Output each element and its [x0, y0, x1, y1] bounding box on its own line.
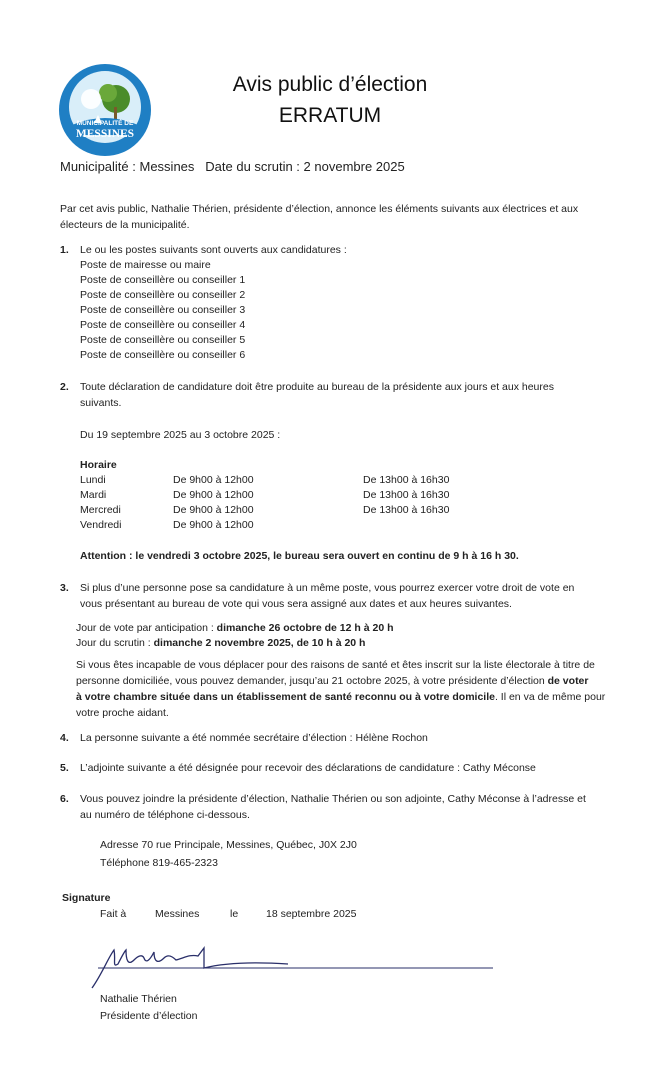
- advance-vote-value: dimanche 26 octobre de 12 h à 20 h: [216, 622, 394, 634]
- election-day-label: Jour du scrutin :: [76, 637, 154, 649]
- schedule-morning: De 9h00 à 12h00: [173, 504, 254, 516]
- signed-at-label: Fait à: [100, 908, 127, 920]
- signed-date: 18 septembre 2025: [266, 908, 357, 920]
- municipality-logo: [58, 63, 152, 157]
- schedule-afternoon: De 13h00 à 16h30: [363, 504, 450, 516]
- signature-heading: Signature: [62, 892, 111, 904]
- section-2-line-2: suivants.: [80, 397, 122, 409]
- section-5-text: L’adjointe suivante a été désignée pour recevoir des déclarations de candidature : Cathy Méconse: [80, 762, 536, 774]
- section-4-number: 4.: [60, 732, 69, 744]
- schedule-morning: De 9h00 à 12h00: [173, 519, 254, 531]
- schedule-heading: Horaire: [80, 459, 117, 471]
- list-item: Poste de mairesse ou maire: [80, 259, 211, 271]
- section-6-number: 6.: [60, 793, 69, 805]
- signatory-name: Nathalie Thérien: [100, 993, 177, 1005]
- list-item: Poste de conseillère ou conseiller 4: [80, 319, 246, 331]
- attention-note: Attention : le vendredi 3 octobre 2025, le bureau sera ouvert en continu de 9 h à 16 h 30.: [80, 550, 519, 562]
- handwritten-signature: [88, 944, 498, 990]
- home-vote-line-4: votre proche aidant.: [76, 707, 169, 719]
- section-3-line-1: Si plus d’une personne pose sa candidature à un même poste, vous pourrez exercer votre droit de vote en: [80, 582, 575, 594]
- election-day: [76, 636, 365, 651]
- election-day-value: dimanche 2 novembre 2025, de 10 h à 20 h: [153, 637, 366, 649]
- schedule-day: Mercredi: [80, 504, 121, 516]
- home-vote-emphasis: à votre chambre située dans un établissement de santé reconnu ou à votre domicile: [76, 691, 495, 703]
- intro-line-2: électeurs de la municipalité.: [60, 219, 190, 231]
- list-item: Poste de conseillère ou conseiller 6: [80, 349, 246, 361]
- section-3-line-2: vous présentant au bureau de vote qui vous sera assigné aux dates et aux heures suivantes.: [80, 598, 512, 610]
- list-item: Poste de conseillère ou conseiller 5: [80, 334, 246, 346]
- advance-vote-label: Jour de vote par anticipation :: [76, 622, 217, 634]
- home-vote-line-2: [76, 674, 589, 689]
- municipality-value: Messines: [139, 159, 195, 174]
- schedule-day: Vendredi: [80, 519, 122, 531]
- signed-on-label: le: [230, 908, 239, 920]
- signed-place: Messines: [155, 908, 200, 920]
- list-item: Poste de conseillère ou conseiller 1: [80, 274, 246, 286]
- home-vote-text: . Il en va de même pour: [494, 691, 606, 703]
- contact-address: Adresse 70 rue Principale, Messines, Québec, J0X 2J0: [100, 839, 357, 851]
- schedule-day: Lundi: [80, 474, 106, 486]
- submission-period: Du 19 septembre 2025 au 3 octobre 2025 :: [80, 429, 281, 441]
- section-6-line-1: Vous pouvez joindre la présidente d’élection, Nathalie Thérien ou son adjointe, Cathy Méconse à l’adresse et: [80, 793, 586, 805]
- schedule-afternoon: De 13h00 à 16h30: [363, 474, 450, 486]
- section-1-number: 1.: [60, 244, 69, 256]
- section-3-number: 3.: [60, 582, 69, 594]
- schedule-morning: De 9h00 à 12h00: [173, 474, 254, 486]
- logo-text-main: MESSINES: [75, 128, 135, 140]
- header-line: [60, 158, 405, 176]
- election-date-label: Date du scrutin :: [205, 159, 300, 174]
- page-subtitle: ERRATUM: [278, 104, 382, 127]
- schedule-afternoon: De 13h00 à 16h30: [363, 489, 450, 501]
- election-date-value: 2 novembre 2025: [303, 159, 405, 174]
- list-item: Poste de conseillère ou conseiller 2: [80, 289, 246, 301]
- schedule-day: Mardi: [80, 489, 107, 501]
- section-2-number: 2.: [60, 381, 69, 393]
- municipality-label: Municipalité :: [60, 159, 136, 174]
- logo-text-top: MUNICIPALITÉ DE: [76, 120, 134, 127]
- section-2-line-1: Toute déclaration de candidature doit être produite au bureau de la présidente aux jours et aux heures: [80, 381, 554, 393]
- page-title: Avis public d’élection: [232, 73, 428, 96]
- section-5-number: 5.: [60, 762, 69, 774]
- advance-vote: [76, 621, 394, 636]
- schedule-morning: De 9h00 à 12h00: [173, 489, 254, 501]
- section-1-lead: Le ou les postes suivants sont ouverts aux candidatures :: [80, 244, 347, 256]
- intro-line-1: Par cet avis public, Nathalie Thérien, présidente d’élection, annonce les éléments suivants aux électrices et aux: [60, 203, 579, 215]
- list-item: Poste de conseillère ou conseiller 3: [80, 304, 246, 316]
- section-6-line-2: au numéro de téléphone ci-dessous.: [80, 809, 250, 821]
- home-vote-emphasis: de voter: [547, 675, 589, 687]
- home-vote-line-3: [76, 690, 605, 705]
- home-vote-text: personne domiciliée, vous pouvez demander, jusqu’au 21 octobre 2025, à votre présidente d’élection: [76, 675, 548, 687]
- home-vote-line-1: Si vous êtes incapable de vous déplacer pour des raisons de santé et êtes inscrit sur la liste électorale à titre de: [76, 659, 595, 671]
- signatory-role: Présidente d’élection: [100, 1010, 198, 1022]
- contact-phone: Téléphone 819-465-2323: [100, 857, 218, 869]
- section-4-text: La personne suivante a été nommée secrétaire d’élection : Hélène Rochon: [80, 732, 428, 744]
